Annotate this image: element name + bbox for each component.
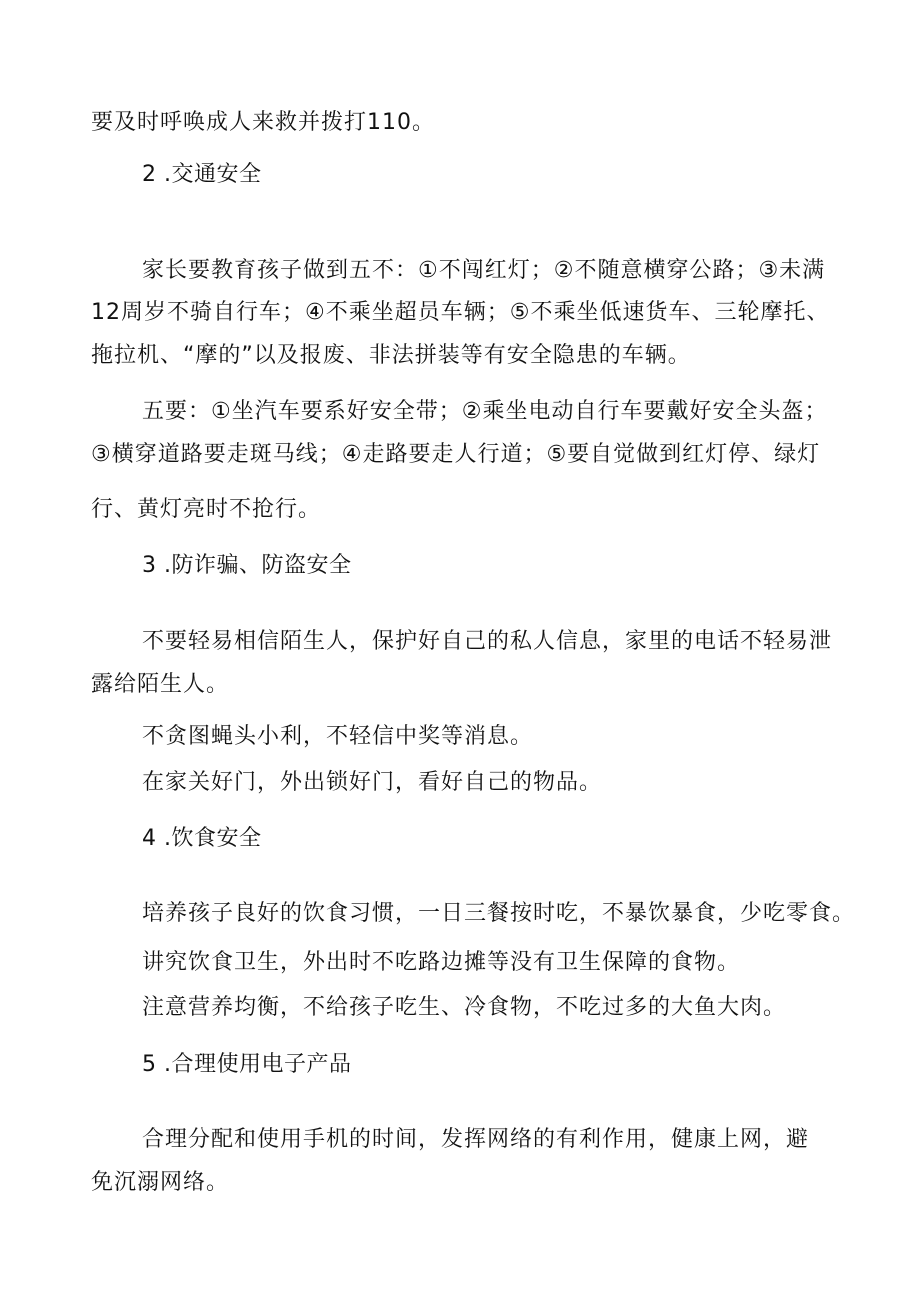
- paragraph-line: 不要轻易相信陌生人，保护好自己的私人信息，家里的电话不轻易泄: [142, 629, 833, 654]
- paragraph-line: 家长要教育孩子做到五不：①不闯红灯；②不随意横穿公路；③未满: [142, 258, 826, 283]
- paragraph-line: 拖拉机、“摩的”以及报废、非法拼装等有安全隐患的车辆。: [91, 343, 691, 368]
- paragraph-line: 不贪图蝇头小利，不轻信中奖等消息。: [142, 724, 534, 749]
- section-heading-fraud: 3 .防诈骗、防盗安全: [142, 553, 352, 578]
- paragraph-line: ③横穿道路要走斑马线；④走路要走人行道；⑤要自觉做到红灯停、绿灯: [91, 442, 821, 467]
- section-heading-food: 4 .饮食安全: [142, 826, 262, 851]
- paragraph-line: 行、黄灯亮时不抢行。: [91, 497, 322, 522]
- paragraph-line: 免沉溺网络。: [91, 1170, 230, 1195]
- paragraph-line: 露给陌生人。: [91, 672, 230, 697]
- paragraph-line: 在家关好门，外出锁好门，看好自己的物品。: [142, 770, 603, 795]
- paragraph-line: 五要：①坐汽车要系好安全带；②乘坐电动自行车要戴好安全头盔；: [142, 399, 828, 424]
- paragraph-line: 合理分配和使用手机的时间，发挥网络的有利作用，健康上网，避: [142, 1127, 810, 1152]
- section-heading-electronics: 5 .合理使用电子产品: [142, 1052, 352, 1077]
- paragraph-line: 培养孩子良好的饮食习惯，一日三餐按时吃，不暴饮暴食，少吃零食。: [142, 901, 856, 926]
- paragraph-line: 要及时呼唤成人来救并拨打110。: [91, 110, 435, 135]
- paragraph-line: 讲究饮食卫生，外出时不吃路边摊等没有卫生保障的食物。: [142, 950, 741, 975]
- paragraph-line: 12周岁不骑自行车；④不乘坐超员车辆；⑤不乘坐低速货车、三轮摩托、: [91, 300, 830, 325]
- paragraph-line: 注意营养均衡，不给孩子吃生、冷食物，不吃过多的大鱼大肉。: [142, 995, 787, 1020]
- section-heading-traffic: 2 .交通安全: [142, 162, 262, 187]
